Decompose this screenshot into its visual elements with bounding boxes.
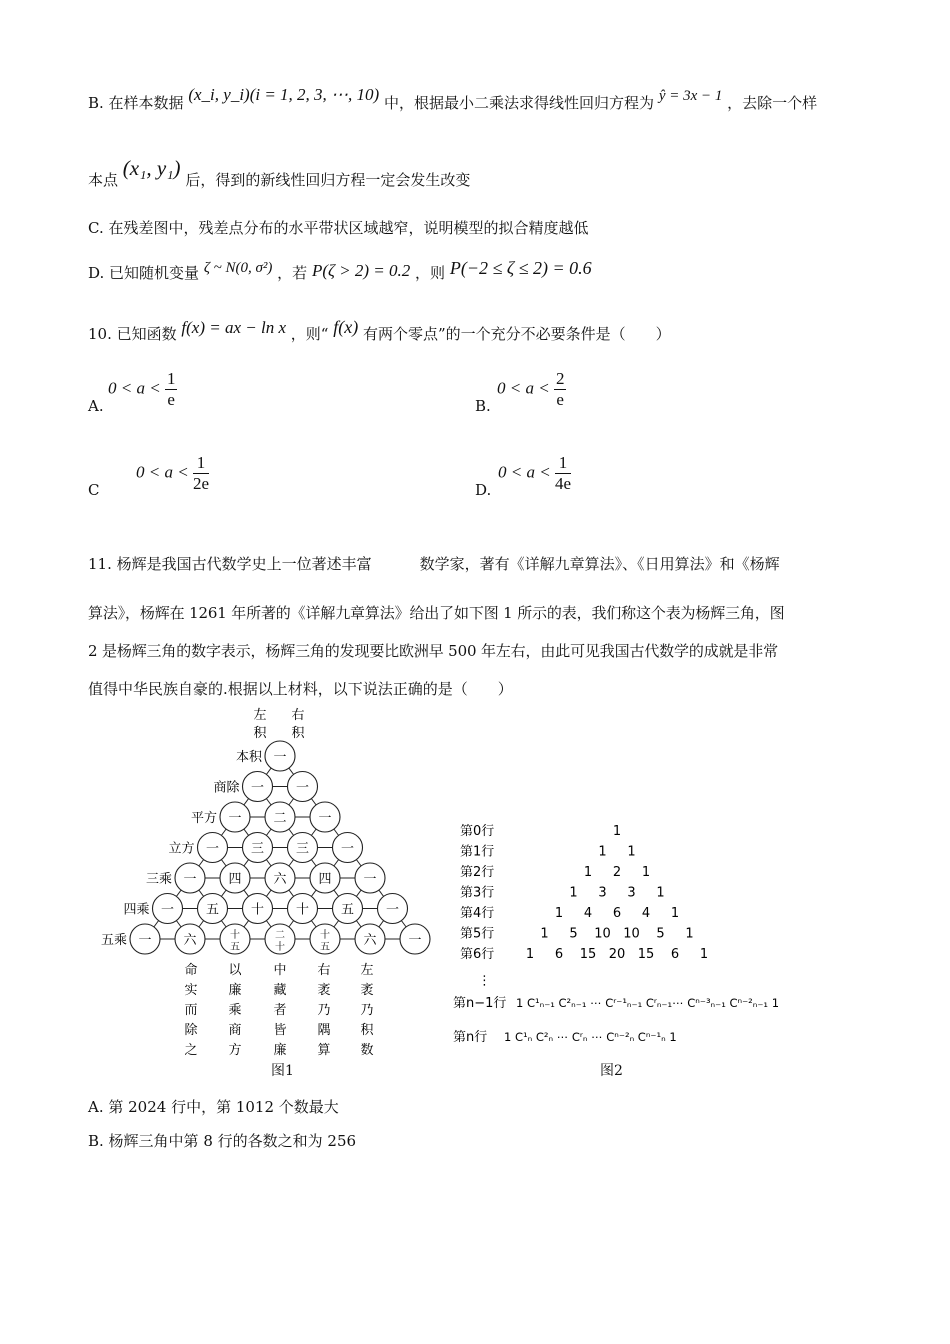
q9b-line2b: 后，得到的新线性回归方程一定会发生改变 xyxy=(185,171,471,189)
triangle-node-value: 五 xyxy=(205,902,220,918)
q9b-tail-text: ，去除一个样 xyxy=(727,94,818,112)
numeric-row-value: 6 xyxy=(670,947,680,962)
numeric-row-value: 15 xyxy=(579,947,597,962)
numeric-triangle-figure xyxy=(450,815,780,1055)
vertical-caption-char: 藏 xyxy=(273,983,287,998)
option-c-lhs: 0 < a < xyxy=(136,462,189,482)
triangle-row-label: 立方 xyxy=(168,841,195,857)
row-n-minus-1-values: 1 C¹ₙ₋₁ C²ₙ₋₁ ⋯ Cʳ⁻¹ₙ₋₁ Cʳₙ₋₁⋯ Cⁿ⁻³ₙ₋₁ Cⁿ⁻²ₙ₋₁ 1 xyxy=(516,996,780,1010)
triangle-node-value: 一 xyxy=(408,933,422,948)
vertical-caption-char: 袤 xyxy=(360,983,374,998)
triangle-node-value: 四 xyxy=(318,872,332,887)
vertical-caption-char: 者 xyxy=(273,1003,287,1018)
numeric-row-value: 1 xyxy=(612,824,622,839)
option-b-den: e xyxy=(556,390,564,409)
vertical-caption-char: 左 xyxy=(360,963,374,978)
option-d-den: 4e xyxy=(554,474,571,493)
triangle-node-value: 三 xyxy=(250,841,265,857)
triangle-node-value: 五 xyxy=(230,942,240,953)
q11-line2: 算法》，杨辉在 1261 年所著的《详解九章算法》给出了如下图 1 所示的表，我们称这个表为杨辉三角，图 xyxy=(88,604,785,622)
q11-line1b: 数学家，著有《详解九章算法》、《日用算法》和《杨辉 xyxy=(419,555,780,573)
vertical-caption-char: 算 xyxy=(317,1043,331,1058)
q9-option-d xyxy=(88,258,592,283)
triangle-node-value: 一 xyxy=(273,750,287,765)
option-a-lhs: 0 < a < xyxy=(108,378,161,398)
vertical-caption-char: 而 xyxy=(184,1003,198,1018)
numeric-row-value: 1 xyxy=(685,926,694,942)
option-c-math xyxy=(136,453,209,494)
option-b-lhs: 0 < a < xyxy=(497,378,550,398)
numeric-row-value: 6 xyxy=(612,906,622,921)
vertical-caption-char: 之 xyxy=(184,1043,198,1058)
triangle-node-value: 一 xyxy=(340,841,355,857)
q9b-line2a: 本点 xyxy=(88,171,119,189)
vertical-caption-char: 皆 xyxy=(273,1023,287,1038)
function-fx: f(x) xyxy=(333,317,359,337)
vertical-caption-char: 方 xyxy=(228,1043,242,1058)
option-d-math xyxy=(498,453,571,494)
triangle-row-label: 五乘 xyxy=(100,933,127,948)
normal-distribution-math: ζ ~ N(0, σ²) xyxy=(203,260,273,276)
triangle-node-value: 一 xyxy=(295,780,310,796)
vertical-caption-char: 袤 xyxy=(317,983,331,998)
triangle-row-label: 平方 xyxy=(190,811,217,826)
vertical-caption-char: 命 xyxy=(184,963,198,978)
row-n-label: 第n行 xyxy=(453,1030,488,1045)
figure1-caption: 图1 xyxy=(271,1063,294,1079)
numeric-row-value: 5 xyxy=(656,926,665,942)
numeric-row-value: 1 xyxy=(598,844,607,860)
vertical-caption-char: 乃 xyxy=(317,1003,331,1018)
q9d-label: D. 已知随机变量 xyxy=(88,264,200,282)
numeric-row-value: 4 xyxy=(583,906,593,921)
numeric-row-value: 1 xyxy=(656,885,665,901)
vertical-caption-char: 右 xyxy=(317,963,331,978)
q9-option-c: C. 在残差图中，残差点分布的水平带状区域越窄，说明模型的拟合精度越低 xyxy=(88,219,589,237)
top-left-label: 左 xyxy=(253,708,267,723)
numeric-row-label: 第6行 xyxy=(460,947,495,962)
numeric-row-value: 6 xyxy=(554,947,564,962)
option-d-fraction xyxy=(555,453,571,494)
numeric-row-value: 1 xyxy=(583,865,593,880)
vertical-ellipsis: ⋮ xyxy=(478,973,491,989)
vertical-caption-char: 中 xyxy=(273,963,287,978)
vertical-caption-char: 商 xyxy=(228,1023,242,1038)
numeric-row-value: 1 xyxy=(554,906,564,921)
triangle-node-value: 二 xyxy=(273,811,287,826)
numeric-row-label: 第5行 xyxy=(460,926,495,942)
vertical-caption-char: 实 xyxy=(184,983,198,998)
numeric-row-value: 10 xyxy=(594,926,611,942)
triangle-node-value: 一 xyxy=(385,902,400,918)
option-a-math xyxy=(108,369,177,410)
top-left-label: 积 xyxy=(253,726,267,741)
vertical-caption-char: 乘 xyxy=(228,1003,242,1018)
triangle-node-value: 二 xyxy=(275,930,285,941)
option-a-label: A. xyxy=(88,397,104,415)
triangle-node-value: 四 xyxy=(228,872,242,887)
numeric-row-value: 3 xyxy=(598,885,607,901)
vertical-caption-char: 以 xyxy=(228,963,242,978)
q10-tail: 有两个零点”的一个充分不必要条件是（ ） xyxy=(363,325,671,343)
vertical-caption-char: 乃 xyxy=(360,1003,374,1018)
removed-point-math: (x₁, y₁) xyxy=(122,156,181,180)
q11-line1 xyxy=(88,553,780,574)
triangle-node-value: 五 xyxy=(340,902,355,918)
numeric-row-value: 1 xyxy=(627,844,636,860)
q9d-mid: ，若 xyxy=(277,264,308,282)
q9-option-b-line1 xyxy=(88,85,818,113)
probability-condition: P(ζ > 2) = 0.2 xyxy=(311,261,411,280)
option-c-label: C xyxy=(88,481,100,499)
q11-option-b[interactable]: B. 杨辉三角中第 8 行的各数之和为 256 xyxy=(88,1132,357,1150)
yanghui-triangle-figure xyxy=(95,700,445,1080)
numeric-row-value: 1 xyxy=(525,947,535,962)
regression-equation: ŷ = 3x − 1 xyxy=(658,88,723,104)
vertical-caption-char: 廉 xyxy=(273,1043,287,1058)
option-b-fraction xyxy=(554,369,567,410)
option-d-lhs: 0 < a < xyxy=(498,462,551,482)
triangle-node-value: 一 xyxy=(138,933,152,948)
q11-line1a: 11. 杨辉是我国古代数学史上一位著述丰富 xyxy=(88,555,372,573)
q9b-mid-text: 中，根据最小二乘法求得线性回归方程为 xyxy=(384,94,655,112)
numeric-row-value: 3 xyxy=(627,885,636,901)
vertical-caption-char: 隅 xyxy=(317,1023,331,1038)
numeric-row-label: 第3行 xyxy=(460,885,495,901)
option-b-num: 2 xyxy=(555,369,565,388)
triangle-node-value: 五 xyxy=(320,942,330,953)
numeric-row-value: 1 xyxy=(699,947,709,962)
triangle-node-value: 十 xyxy=(230,930,240,941)
option-c-den: 2e xyxy=(192,474,209,493)
option-d-label: D. xyxy=(475,481,492,499)
vertical-caption-char: 除 xyxy=(184,1023,198,1038)
option-a-den: e xyxy=(167,390,175,409)
q9d-then: ，则 xyxy=(415,264,446,282)
triangle-node-value: 一 xyxy=(205,841,220,857)
vertical-caption-char: 廉 xyxy=(228,983,242,998)
numeric-row-value: 10 xyxy=(623,926,640,942)
triangle-node-value: 六 xyxy=(363,933,377,948)
row-n-values: 1 C¹ₙ C²ₙ ⋯ Cʳₙ ⋯ Cⁿ⁻²ₙ Cⁿ⁻¹ₙ 1 xyxy=(504,1030,677,1044)
top-right-label: 右 xyxy=(291,708,305,723)
numeric-row-value: 5 xyxy=(569,926,578,942)
numeric-row-label: 第4行 xyxy=(460,906,495,921)
q10-label: 10. 已知函数 xyxy=(88,325,177,343)
triangle-node-value: 三 xyxy=(295,841,310,857)
q11-line3: 2 是杨辉三角的数字表示，杨辉三角的发现要比欧洲早 500 年左右，由此可见我国古代数学的成就是非常 xyxy=(88,642,778,660)
numeric-row-value: 2 xyxy=(612,865,622,880)
numeric-row-label: 第0行 xyxy=(460,824,495,839)
numeric-row-value: 1 xyxy=(569,885,578,901)
option-b-label: B. xyxy=(475,397,491,415)
numeric-row-value: 4 xyxy=(641,906,651,921)
numeric-row-value: 15 xyxy=(637,947,655,962)
triangle-node-value: 十 xyxy=(250,902,265,918)
option-a-num: 1 xyxy=(166,369,176,388)
option-c-fraction xyxy=(193,453,209,494)
numeric-row-value: 1 xyxy=(670,906,680,921)
triangle-row-label: 四乘 xyxy=(123,902,150,918)
triangle-node-value: 一 xyxy=(250,780,265,796)
numeric-row-label: 第1行 xyxy=(460,844,495,860)
option-b-math xyxy=(497,369,566,410)
top-right-label: 积 xyxy=(291,726,305,741)
function-definition: f(x) = ax − ln x xyxy=(181,318,287,337)
triangle-node-value: 一 xyxy=(363,872,377,887)
q10-mid: ，则“ xyxy=(290,325,329,343)
option-d-num: 1 xyxy=(555,453,571,474)
triangle-node-value: 十 xyxy=(295,902,310,918)
triangle-row-label: 商除 xyxy=(213,780,240,796)
vertical-caption-char: 数 xyxy=(360,1043,374,1058)
triangle-node-value: 一 xyxy=(183,872,197,887)
numeric-row-value: 1 xyxy=(540,926,549,942)
triangle-row-label: 本积 xyxy=(235,750,262,765)
probability-result: P(−2 ≤ ζ ≤ 2) = 0.6 xyxy=(449,258,592,278)
row-n-minus-1-label: 第n−1行 xyxy=(453,996,507,1011)
q11-line4: 值得中华民族自豪的.根据以上材料，以下说法正确的是（ ） xyxy=(88,680,513,698)
triangle-node-value: 六 xyxy=(183,933,197,948)
q10-stem xyxy=(88,317,671,344)
numeric-row-value: 1 xyxy=(641,865,651,880)
vertical-caption-char: 积 xyxy=(360,1023,374,1038)
triangle-row-label: 三乘 xyxy=(145,872,172,887)
triangle-node-value: 十 xyxy=(320,930,330,941)
option-c-num: 1 xyxy=(193,453,209,474)
sample-data-math: (x_i, y_i)(i = 1, 2, 3, ⋯, 10) xyxy=(188,85,380,104)
triangle-node-value: 一 xyxy=(228,811,242,826)
numeric-row-value: 20 xyxy=(608,947,626,962)
figure2-caption: 图2 xyxy=(600,1063,623,1079)
q9-option-b-line2 xyxy=(88,156,471,191)
triangle-node-value: 十 xyxy=(275,942,285,953)
option-label: B. 在样本数据 xyxy=(88,94,184,112)
q11-option-a[interactable]: A. 第 2024 行中，第 1012 个数最大 xyxy=(88,1098,339,1116)
numeric-row-label: 第2行 xyxy=(460,865,495,880)
triangle-node-value: 六 xyxy=(273,872,287,887)
triangle-node-value: 一 xyxy=(160,902,175,918)
triangle-node-value: 一 xyxy=(318,811,332,826)
option-a-fraction xyxy=(165,369,178,410)
